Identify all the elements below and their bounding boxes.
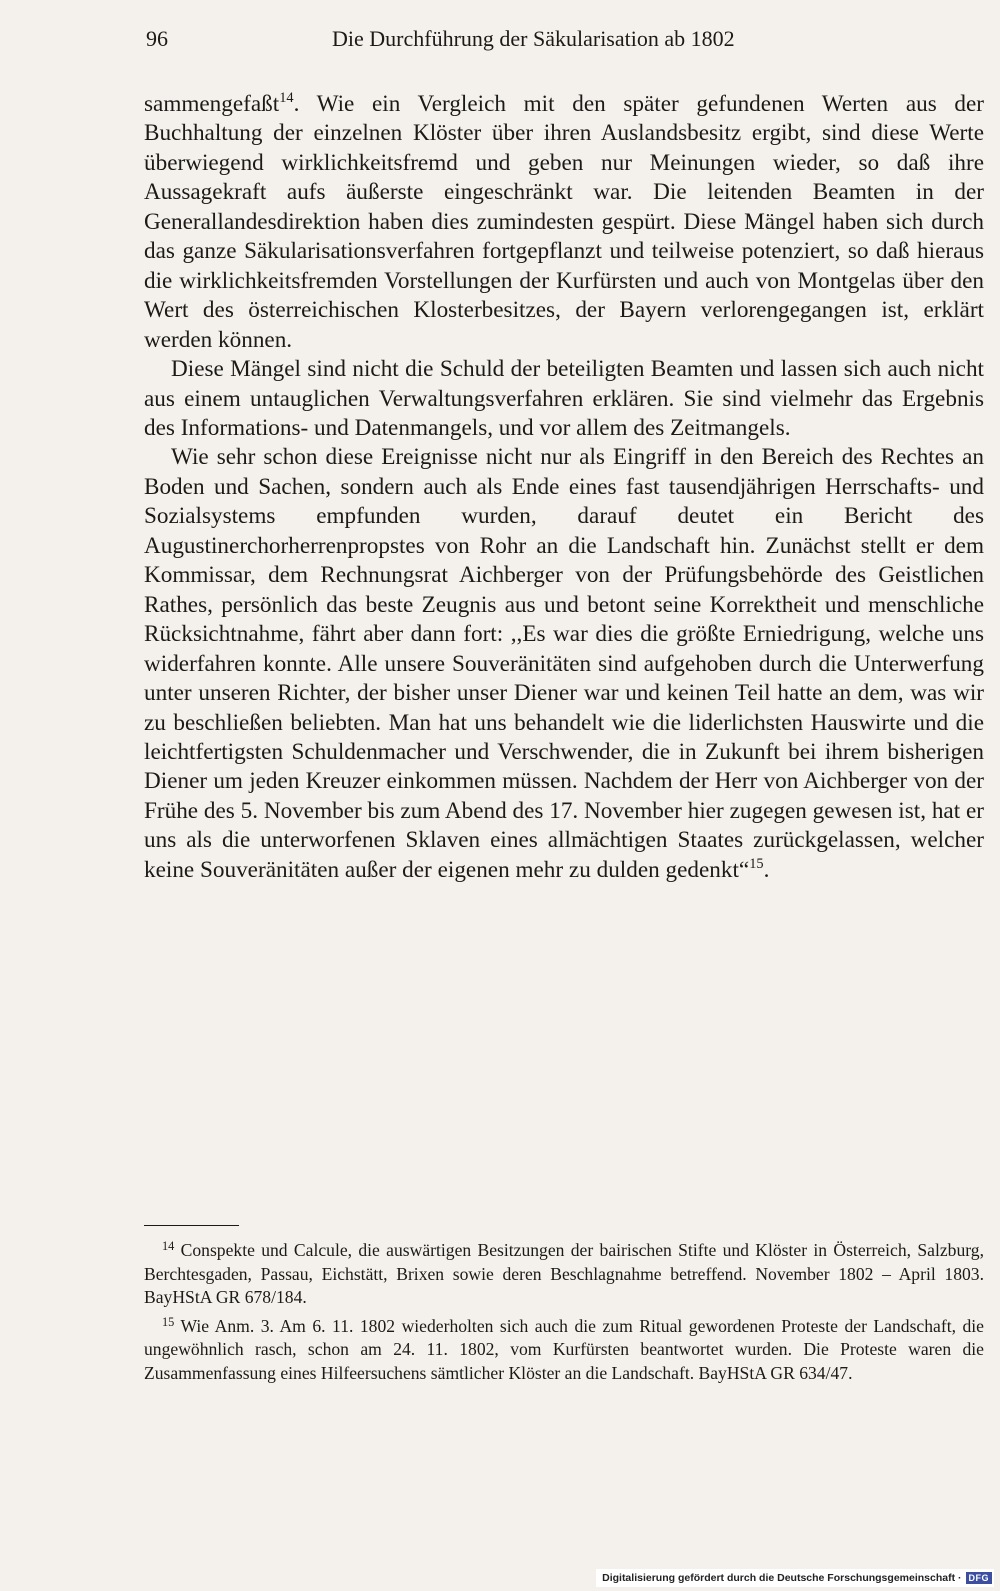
footnote-number: 14 bbox=[162, 1238, 175, 1253]
main-text bbox=[144, 90, 984, 885]
paragraph-2: Diese Mängel sind nicht die Schuld der beteiligten Beamten und lassen sich auch nicht aus einem untauglichen Verwaltungsverfahren erklären. Sie sind vielmehr das Ergebnis des Informations- und Datenmangels, und vor allem des Zeitmangels. bbox=[144, 356, 984, 441]
digitization-footer bbox=[596, 1569, 994, 1587]
footnote-ref-14[interactable]: 14 bbox=[279, 90, 294, 107]
paragraph-3-text-b: . bbox=[763, 856, 770, 883]
footnote-text: Wie Anm. 3. Am 6. 11. 1802 wiederholten sich auch die zum Ritual gewordenen Proteste der Landschaft, die ungewöhnlich rasch, schon am 24. 11. 1802, vom Kurfürsten beantwortet wurden. Die Proteste waren die Zusammenfassung eines Hilfeersuchens sämtlicher Klöster an die Landschaft. BayHStA GR 634/47. bbox=[144, 1315, 984, 1383]
footnotes bbox=[144, 1239, 984, 1391]
footnote-separator bbox=[144, 1225, 239, 1226]
footnote-14 bbox=[144, 1239, 984, 1310]
running-title: Die Durchführung der Säkularisation ab 1802 bbox=[332, 26, 735, 51]
footnote-ref-15[interactable]: 15 bbox=[749, 855, 764, 872]
page-number: 96 bbox=[146, 26, 168, 51]
paragraph-1-text-a: sammengefaßt bbox=[144, 91, 280, 117]
footnote-number: 15 bbox=[162, 1314, 175, 1329]
paragraph-3 bbox=[144, 443, 984, 885]
digitization-note: Digitalisierung gefördert durch die Deutsche Forschungsgemeinschaft · bbox=[602, 1572, 962, 1584]
footnote-15 bbox=[144, 1315, 984, 1386]
paragraph-1-text-b: . Wie ein Vergleich mit den später gefundenen Werten aus der Buchhaltung der einzelnen Klöster über ihren Auslandsbesitz ergibt, sind diese Werte überwiegend wirklichkeitsfremd und geben nur Meinungen wieder, so daß ihre Aussagekraft aufs äußerste eingeschränkt war. Die leitenden Beamten in der Generallandesdirektion haben dies zumindesten gespürt. Diese Mängel haben sich durch das ganze Säkularisationsverfahren fortgepflanzt und teilweise potenziert, so daß hieraus die wirklichkeitsfremden Vorstellungen der Kurfürsten und auch von Montgelas über den Wert des österreichischen Klosterbesitzes, der Bayern verlorengegangen ist, erklärt werden können. bbox=[144, 91, 984, 353]
page-header bbox=[146, 26, 984, 60]
paragraph-1 bbox=[144, 90, 984, 355]
footnote-text: Conspekte und Calcule, die auswärtigen Besitzungen der bairischen Stifte und Klöster in Österreich, Salzburg, Berchtesgaden, Passau, Eichstätt, Brixen sowie deren Beschlagnahme betreffend. November 1802 – April 1803. BayHStA GR 678/184. bbox=[144, 1240, 984, 1308]
dfg-logo-icon: DFG bbox=[966, 1572, 993, 1584]
paragraph-3-text-a: Wie sehr schon diese Ereignisse nicht nur als Eingriff in den Bereich des Rechtes an Boden und Sachen, sondern auch als Ende eines fast tausendjährigen Herrschafts- und Sozialsystems empfunden wurden, darauf deutet ein Bericht des Augustinerchorherrenpropstes von Rohr an die Landschaft hin. Zunächst stellt er dem Kommissar, dem Rechnungsrat Aichberger von der Prüfungsbehörde des Geistlichen Rathes, persönlich das beste Zeugnis aus und betont seine Korrektheit und menschliche Rücksichtnahme, fährt aber dann fort: ,,Es war dies die größte Erniedrigung, welche uns widerfahren konnte. Alle unsere Souveränitäten sind aufgehoben durch die Unterwerfung unter unseren Richter, der bisher unser Diener war und keinen Teil hatte an dem, was wir zu beschließen beliebten. Man hat uns behandelt wie die liderlichsten Hauswirte und die leichtfertigsten Schuldenmacher und Verschwender, die in Zukunft bei ihrem bisherigen Diener um jeden Kreuzer einkommen müssen. Nachdem der Herr von Aichberger von der Frühe des 5. November bis zum Abend des 17. November hier zugegen gewesen ist, hat er uns als die unterworfenen Sklaven eines allmächtigen Staates zurückgelassen, welcher keine Souveränitäten außer der eigenen mehr zu dulden gedenkt“ bbox=[144, 444, 984, 883]
